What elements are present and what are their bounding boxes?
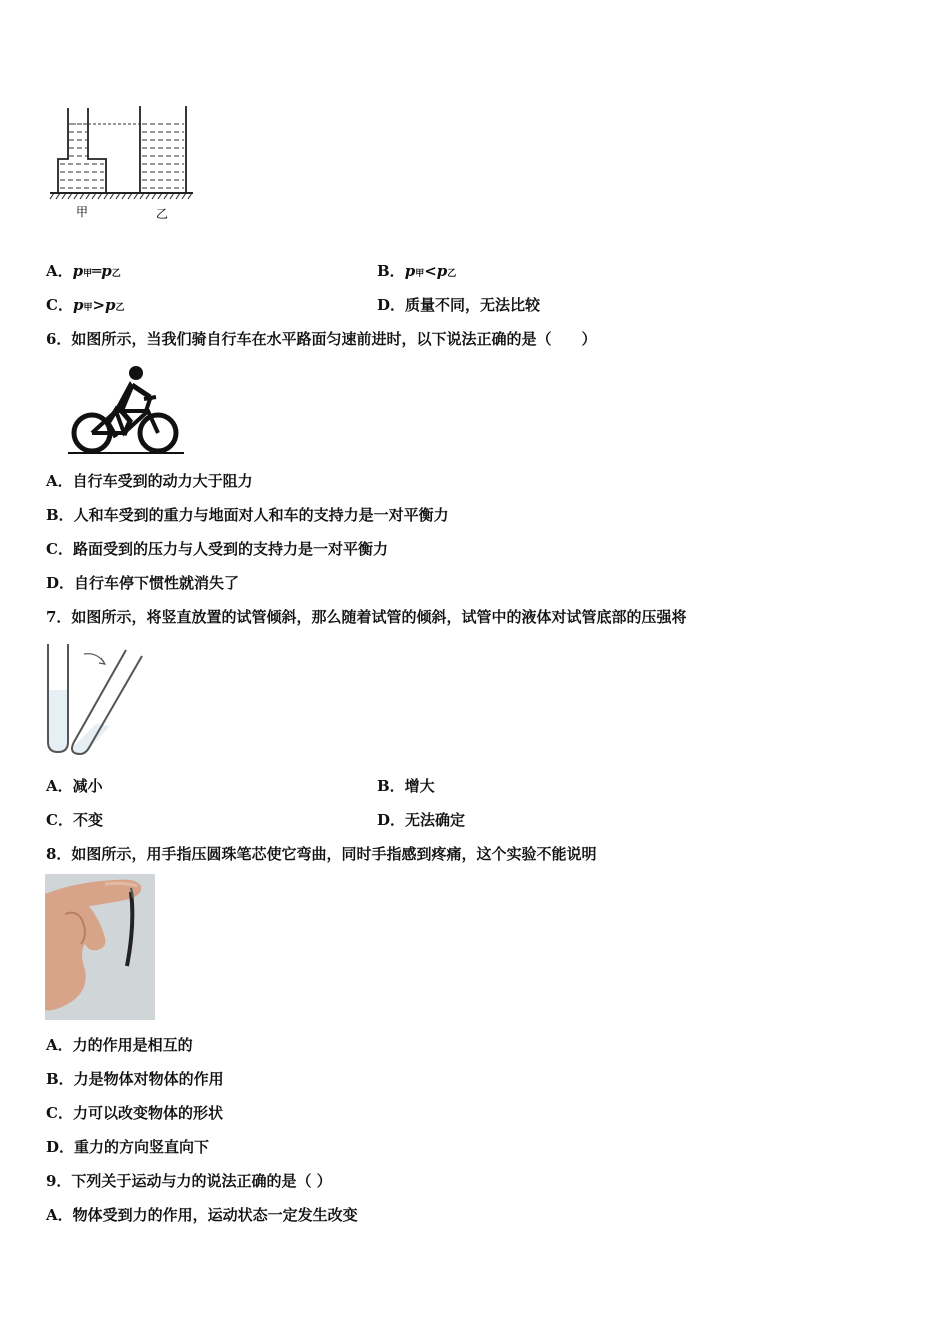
q8-stem: 8．如图所示，用手指压圆珠笔芯使它弯曲，同时手指感到疼痛，这个实验不能说明 xyxy=(46,845,597,863)
q7-option-c[interactable]: C．不变 xyxy=(46,811,103,829)
q9-stem: 9．下列关于运动与力的说法正确的是（ ） xyxy=(46,1172,332,1190)
q7-option-a[interactable]: A．减小 xyxy=(46,777,103,795)
q5-option-a[interactable]: A．p甲═p乙 xyxy=(46,262,121,280)
label-jia: 甲 xyxy=(76,205,89,219)
q5-option-c[interactable]: C．p甲>p乙 xyxy=(46,296,125,314)
q8-option-b[interactable]: B．力是物体对物体的作用 xyxy=(46,1070,224,1088)
q9-option-a[interactable]: A．物体受到力的作用，运动状态一定发生改变 xyxy=(46,1206,358,1224)
label-yi: 乙 xyxy=(156,207,169,221)
bicycle-rider-figure xyxy=(66,363,186,458)
q6-option-b[interactable]: B．人和车受到的重力与地面对人和车的支持力是一对平衡力 xyxy=(46,506,449,524)
finger-pen-photo xyxy=(45,874,155,1020)
q5-option-d[interactable] xyxy=(377,295,540,315)
q6-option-d[interactable]: D．自行车停下惯性就消失了 xyxy=(46,574,240,592)
test-tube-figure xyxy=(44,642,148,757)
q7-option-d[interactable]: D．无法确定 xyxy=(377,811,466,829)
q6-stem: 6．如图所示，当我们骑自行车在水平路面匀速前进时，以下说法正确的是（ ） xyxy=(46,330,597,348)
q6-option-a[interactable]: A．自行车受到的动力大于阻力 xyxy=(46,472,253,490)
q7-stem: 7．如图所示，将竖直放置的试管倾斜，那么随着试管的倾斜，试管中的液体对试管底部的压强将 xyxy=(46,608,687,626)
q8-option-a[interactable]: A．力的作用是相互的 xyxy=(46,1036,193,1054)
q8-option-d[interactable]: D．重力的方向竖直向下 xyxy=(46,1138,210,1156)
q5-option-d-label: D． xyxy=(377,296,406,314)
q8-option-c[interactable]: C．力可以改变物体的形状 xyxy=(46,1104,223,1122)
q6-option-c[interactable]: C．路面受到的压力与人受到的支持力是一对平衡力 xyxy=(46,540,388,558)
q5-option-b[interactable]: B．p甲<p乙 xyxy=(377,262,457,280)
containers-figure xyxy=(48,100,198,225)
q5-option-d-text: 质量不同，无法比较 xyxy=(405,296,541,314)
q7-option-b[interactable]: B．增大 xyxy=(377,777,435,795)
